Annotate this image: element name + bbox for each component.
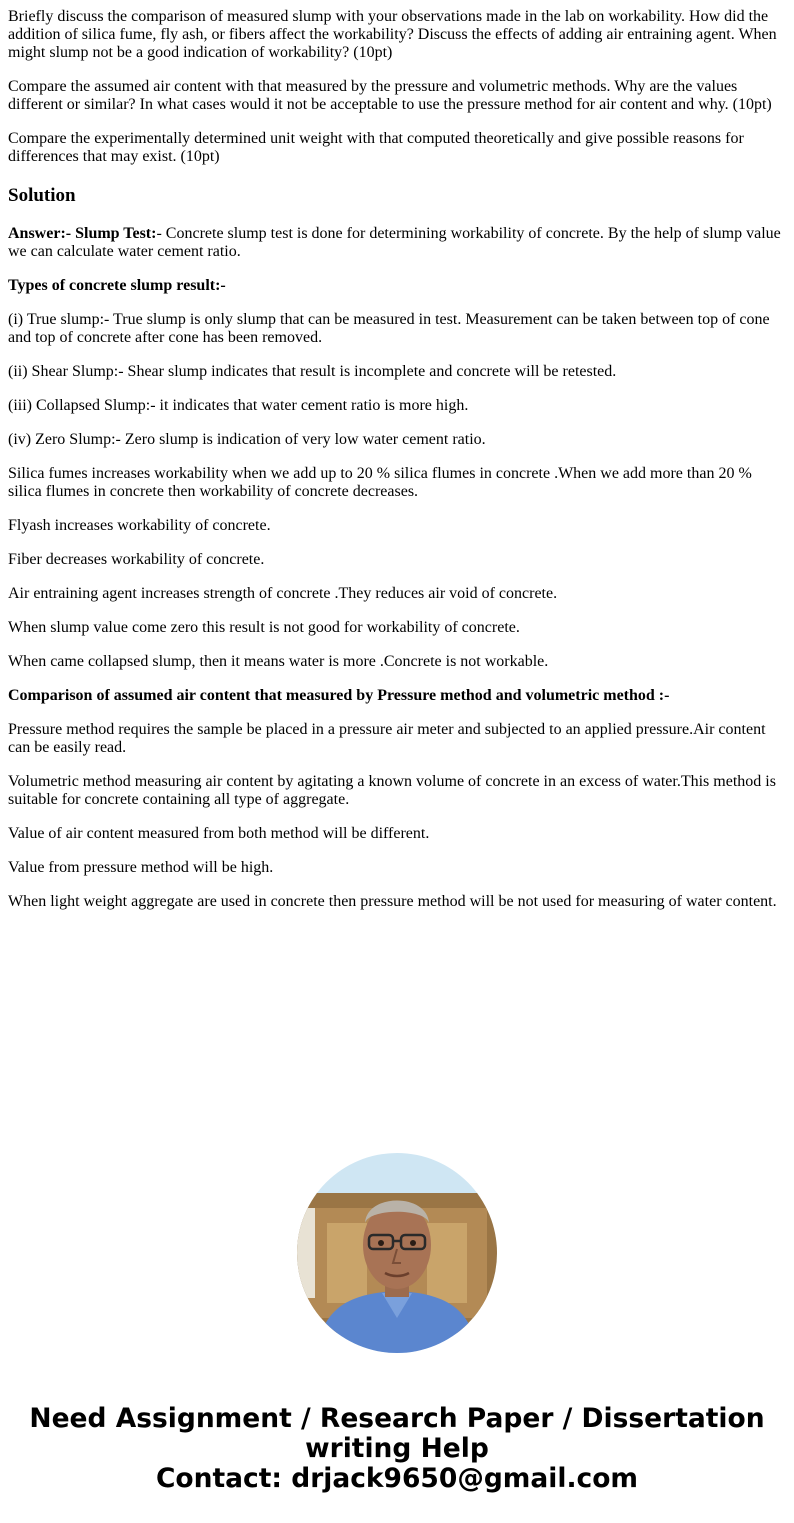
comparison-different: Value of air content measured from both method will be different.: [8, 825, 430, 842]
comparison-pressure: Pressure method requires the sample be placed in a pressure air meter and subjected to an applied pressure.Air content can be easily read.: [8, 721, 766, 756]
avatar: [297, 1153, 497, 1353]
slump-type-zero: (iv) Zero Slump:- Zero slump is indication of very low water cement ratio.: [8, 431, 486, 448]
types-heading: [8, 277, 786, 295]
comparison-heading: [8, 687, 786, 705]
slump-type-collapsed: (iii) Collapsed Slump:- it indicates that water cement ratio is more high.: [8, 397, 469, 414]
banner-line-1: Need Assignment / Research Paper / Dissertation: [29, 1403, 765, 1434]
slump-type-shear: (ii) Shear Slump:- Shear slump indicates that result is incomplete and concrete will be retested.: [8, 363, 617, 380]
comparison-volumetric: Volumetric method measuring air content by agitating a known volume of concrete in an excess of water.This method is suitable for concrete containing all type of aggregate.: [8, 773, 776, 808]
note-zero-slump: When slump value come zero this result is not good for workability of concrete.: [8, 619, 520, 636]
comparison-high: Value from pressure method will be high.: [8, 859, 274, 876]
comparison-heading-text: Comparison of assumed air content that measured by Pressure method and volumetric method :-: [8, 687, 670, 704]
answer-paragraph: [8, 225, 786, 261]
avatar-photo: [297, 1153, 497, 1353]
note-silica-fume: Silica fumes increases workability when we add up to 20 % silica flumes in concrete .When we add more than 20 % silica flumes in concrete then workability of concrete decreases.: [8, 465, 752, 500]
question-2: Compare the assumed air content with that measured by the pressure and volumetric methods. Why are the values different or similar? In what cases would it not be acceptable to use the pressure method for air content and why. (10pt): [8, 78, 772, 113]
note-fiber: Fiber decreases workability of concrete.: [8, 551, 265, 568]
answer-label: Answer:- Slump Test:: [8, 225, 157, 242]
banner-contact-line: Contact: drjack9650@gmail.com: [155, 1463, 639, 1494]
note-collapsed-slump: When came collapsed slump, then it means water is more .Concrete is not workable.: [8, 653, 549, 670]
question-3: Compare the experimentally determined unit weight with that computed theoretically and give possible reasons for differences that may exist. (10pt): [8, 130, 744, 165]
document-body: [8, 0, 786, 927]
banner-line-2: writing Help: [305, 1433, 489, 1464]
types-heading-text: Types of concrete slump result:-: [8, 277, 226, 294]
solution-heading: Solution: [8, 185, 76, 206]
note-flyash: Flyash increases workability of concrete.: [8, 517, 271, 534]
note-air-entraining: Air entraining agent increases strength of concrete .They reduces air void of concrete.: [8, 585, 558, 602]
slump-type-true: (i) True slump:- True slump is only slump that can be measured in test. Measurement can be taken between top of cone and top of concrete after cone has been removed.: [8, 311, 770, 346]
question-1: Briefly discuss the comparison of measured slump with your observations made in the lab on workability. How did the addition of silica fume, fly ash, or fibers affect the workability? Discuss the effects of adding air entraining agent. When might slump not be a good indication of workability? (10pt): [8, 8, 777, 61]
assignment-help-banner: [0, 1404, 794, 1494]
answer-text: - Concrete slump test is done for determining workability of concrete. By the help of slump value we can calculate water cement ratio.: [8, 225, 781, 260]
comparison-lightweight: When light weight aggregate are used in concrete then pressure method will be not used for measuring of water content.: [8, 893, 777, 910]
